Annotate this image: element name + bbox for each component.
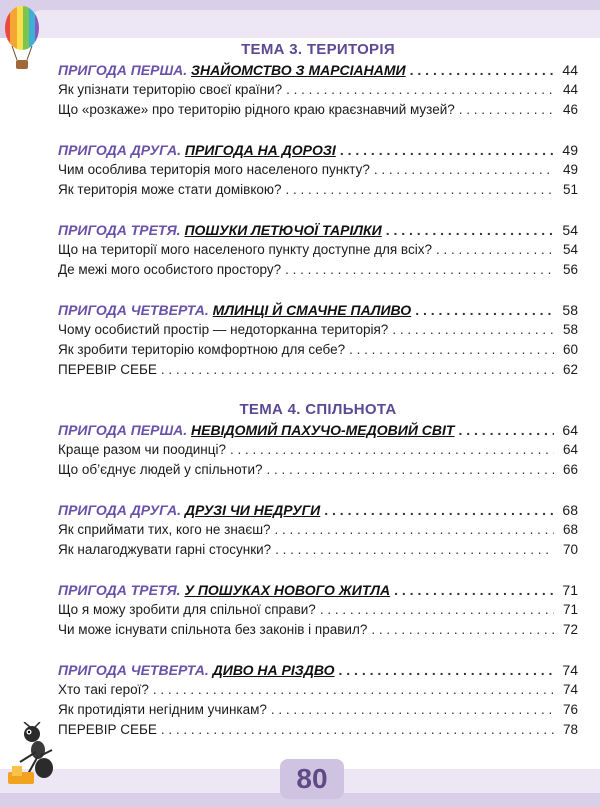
leader-dots — [458, 420, 554, 440]
toc-entry[interactable] — [58, 720, 578, 740]
toc-entry[interactable] — [58, 700, 578, 720]
adventure-label: ПРИГОДА ЧЕТВЕРТА. — [58, 302, 209, 318]
leader-dots — [285, 260, 554, 280]
toc-entry[interactable] — [58, 260, 578, 280]
page-ref: 58 — [562, 302, 578, 318]
hot-air-balloon-icon — [2, 2, 42, 76]
adventure-label: ПРИГОДА ПЕРША. — [58, 62, 188, 78]
page-ref: 58 — [562, 322, 578, 337]
leader-dots — [275, 520, 554, 540]
leader-dots — [286, 80, 554, 100]
toc-entry[interactable] — [58, 360, 578, 380]
table-of-contents — [58, 40, 578, 740]
page-ref: 44 — [562, 62, 578, 78]
leader-dots — [459, 100, 554, 120]
entry-text: Чому особистий простір — недоторканна територія? — [58, 322, 389, 337]
toc-heading[interactable] — [58, 660, 578, 680]
leader-dots — [275, 540, 554, 560]
page-number: 80 — [296, 763, 328, 794]
entry-text: ПЕРЕВІР СЕБЕ — [58, 722, 157, 737]
toc-entry[interactable] — [58, 460, 578, 480]
page-ref: 71 — [562, 582, 578, 598]
leader-dots — [371, 620, 554, 640]
toc-heading[interactable] — [58, 60, 578, 80]
page-ref: 44 — [562, 82, 578, 97]
page-ref: 60 — [562, 342, 578, 357]
page-ref: 68 — [562, 522, 578, 537]
adventure-section — [58, 140, 578, 200]
toc-heading[interactable] — [58, 300, 578, 320]
adventure-title: У ПОШУКАХ НОВОГО ЖИТЛА — [184, 582, 391, 598]
toc-entry[interactable] — [58, 340, 578, 360]
leader-dots — [349, 340, 554, 360]
page-ref: 62 — [562, 362, 578, 377]
top-border-inner — [28, 10, 600, 38]
toc-heading[interactable] — [58, 500, 578, 520]
page-ref: 68 — [562, 502, 578, 518]
page-ref: 56 — [562, 262, 578, 277]
adventure-section — [58, 580, 578, 640]
entry-text: Що на території мого населеного пункту доступне для всіх? — [58, 242, 432, 257]
entry-text: Що я можу зробити для спільної справи? — [58, 602, 316, 617]
adventure-title: НЕВІДОМИЙ ПАХУЧО-МЕДОВИЙ СВІТ — [191, 422, 455, 438]
page-ref: 72 — [562, 622, 578, 637]
leader-dots — [394, 580, 554, 600]
adventure-section — [58, 60, 578, 120]
entry-text: Чи може існувати спільнота без законів і правил? — [58, 622, 368, 637]
page-ref: 46 — [562, 102, 578, 117]
adventure-title: ПРИГОДА НА ДОРОЗІ — [184, 142, 336, 158]
page-ref: 54 — [562, 242, 578, 257]
adventure-label: ПРИГОДА ДРУГА. — [58, 142, 181, 158]
ant-icon — [8, 722, 60, 784]
theme-title: ТЕМА 3. ТЕРИТОРІЯ — [241, 41, 395, 58]
entry-text: Як налагоджувати гарні стосунки? — [58, 542, 272, 557]
adventure-label: ПРИГОДА ТРЕТЯ. — [58, 222, 181, 238]
entry-text: ПЕРЕВІР СЕБЕ — [58, 362, 157, 377]
entry-text: Що об’єднує людей у спільноти? — [58, 462, 263, 477]
leader-dots — [392, 320, 554, 340]
adventure-label: ПРИГОДА ЧЕТВЕРТА. — [58, 662, 209, 678]
page-ref: 49 — [562, 162, 578, 177]
adventure-section — [58, 300, 578, 380]
page-ref: 70 — [562, 542, 578, 557]
page-ref: 64 — [562, 442, 578, 457]
entry-text: Як сприймати тих, кого не знаєш? — [58, 522, 271, 537]
leader-dots — [161, 360, 554, 380]
theme-title: ТЕМА 4. СПІЛЬНОТА — [239, 401, 397, 418]
leader-dots — [374, 160, 554, 180]
adventure-title: МЛИНЦІ Й СМАЧНЕ ПАЛИВО — [212, 302, 412, 318]
leader-dots — [386, 220, 554, 240]
entry-text: Де межі мого особистого простору? — [58, 262, 282, 277]
leader-dots — [320, 600, 554, 620]
leader-dots — [271, 700, 554, 720]
toc-heading[interactable] — [58, 580, 578, 600]
page-ref: 74 — [562, 662, 578, 678]
leader-dots — [410, 60, 554, 80]
page-ref: 74 — [562, 682, 578, 697]
adventure-title: ДИВО НА РІЗДВО — [212, 662, 335, 678]
entry-text: Хто такі герої? — [58, 682, 149, 697]
adventure-title: ПОШУКИ ЛЕТЮЧОЇ ТАРІЛКИ — [184, 222, 382, 238]
adventure-section — [58, 420, 578, 480]
leader-dots — [340, 140, 554, 160]
adventure-section — [58, 500, 578, 560]
toc-entry[interactable] — [58, 520, 578, 540]
toc-entry[interactable] — [58, 680, 578, 700]
page-ref: 78 — [562, 722, 578, 737]
page-ref: 51 — [562, 182, 578, 197]
leader-dots — [436, 240, 554, 260]
entry-text: Чим особлива територія мого населеного пункту? — [58, 162, 370, 177]
toc-entry[interactable] — [58, 440, 578, 460]
leader-dots — [286, 180, 554, 200]
leader-dots — [339, 660, 555, 680]
leader-dots — [153, 680, 554, 700]
adventure-section — [58, 660, 578, 740]
leader-dots — [415, 300, 554, 320]
adventure-label: ПРИГОДА ПЕРША. — [58, 422, 188, 438]
toc-entry[interactable] — [58, 320, 578, 340]
entry-text: Як територія може стати домівкою? — [58, 182, 282, 197]
toc-entry[interactable] — [58, 80, 578, 100]
leader-dots — [267, 460, 554, 480]
toc-entry[interactable] — [58, 180, 578, 200]
adventure-title: ДРУЗІ ЧИ НЕДРУГИ — [184, 502, 321, 518]
toc-entry[interactable] — [58, 240, 578, 260]
page-ref: 64 — [562, 422, 578, 438]
leader-dots — [161, 720, 554, 740]
entry-text: Що «розкаже» про територію рідного краю краєзнавчий музей? — [58, 102, 455, 117]
page-ref: 49 — [562, 142, 578, 158]
adventure-title: ЗНАЙОМСТВО З МАРСІАНАМИ — [191, 62, 406, 78]
toc-heading[interactable] — [58, 220, 578, 240]
toc-entry[interactable] — [58, 600, 578, 620]
toc-entry[interactable] — [58, 100, 578, 120]
entry-text: Як протидіяти негідним учинкам? — [58, 702, 267, 717]
toc-entry[interactable] — [58, 160, 578, 180]
toc-heading[interactable] — [58, 140, 578, 160]
page-ref: 71 — [562, 602, 578, 617]
adventure-label: ПРИГОДА ТРЕТЯ. — [58, 582, 181, 598]
page-ref: 76 — [562, 702, 578, 717]
entry-text: Як зробити територію комфортною для себе? — [58, 342, 346, 357]
adventure-label: ПРИГОДА ДРУГА. — [58, 502, 181, 518]
page-ref: 66 — [562, 462, 578, 477]
leader-dots — [230, 440, 554, 460]
toc-heading[interactable] — [58, 420, 578, 440]
toc-entry[interactable] — [58, 540, 578, 560]
toc-entry[interactable] — [58, 620, 578, 640]
adventure-section — [58, 220, 578, 280]
page-ref: 54 — [562, 222, 578, 238]
entry-text: Краще разом чи поодинці? — [58, 442, 227, 457]
entry-text: Як упізнати територію своєї країни? — [58, 82, 283, 97]
leader-dots — [324, 500, 554, 520]
